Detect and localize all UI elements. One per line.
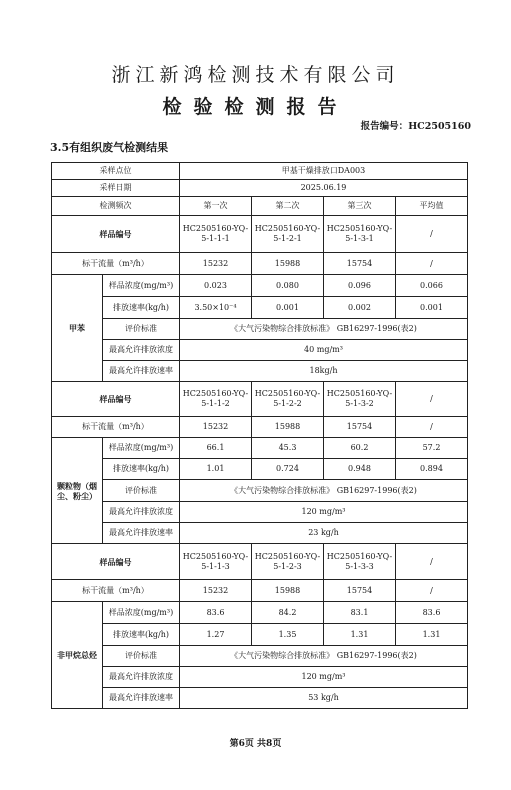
max-concentration-value: 120 mg/m³	[180, 502, 468, 523]
emission-rate-cell: 0.001	[252, 297, 324, 319]
sample-id-cell: HC2505160-YQ-5-1-1-3	[180, 544, 252, 580]
results-table	[51, 162, 468, 709]
table-row-max-rate	[52, 688, 468, 709]
table-row-flow	[52, 253, 468, 275]
emission-rate-cell: 1.31	[396, 624, 468, 646]
table-row-max-rate	[52, 361, 468, 382]
frequency-2: 第二次	[252, 197, 324, 216]
max-concentration-value: 120 mg/m³	[180, 667, 468, 688]
emission-rate-cell: 1.31	[324, 624, 396, 646]
table-row-sample-id	[52, 544, 468, 580]
sample-id-cell: HC2505160-YQ-5-1-3-1	[324, 216, 396, 253]
sample-id-label: 样品编号	[52, 382, 180, 417]
flow-cell: 15754	[324, 253, 396, 275]
flow-cell: /	[396, 253, 468, 275]
concentration-cell: 60.2	[324, 438, 396, 459]
concentration-cell: 83.6	[180, 602, 252, 624]
sample-id-cell: HC2505160-YQ-5-1-3-2	[324, 382, 396, 417]
sample-id-label: 样品编号	[52, 216, 180, 253]
concentration-cell: 57.2	[396, 438, 468, 459]
table-row-max-concentration	[52, 502, 468, 523]
standard-value: 《大气污染物综合排放标准》 GB16297-1996(表2)	[180, 646, 468, 667]
max-concentration-label: 最高允许排放浓度	[103, 667, 180, 688]
concentration-cell: 0.096	[324, 275, 396, 297]
standard-value: 《大气污染物综合排放标准》 GB16297-1996(表2)	[180, 319, 468, 340]
pollutant-name: 颗粒物（烟尘、粉尘）	[52, 438, 103, 544]
sample-id-cell: HC2505160-YQ-5-1-1-2	[180, 382, 252, 417]
sampling-date-label: 采样日期	[52, 180, 180, 197]
standard-value: 《大气污染物综合排放标准》 GB16297-1996(表2)	[180, 480, 468, 502]
flow-label: 标干流量（m³/h）	[52, 580, 180, 602]
table-row-sampling-date	[52, 180, 468, 197]
pollutant-name: 甲苯	[52, 275, 103, 382]
table-row-max-concentration	[52, 340, 468, 361]
sample-id-cell: /	[396, 382, 468, 417]
table-row-standard	[52, 646, 468, 667]
flow-cell: 15988	[252, 580, 324, 602]
table-row-sampling-point	[52, 163, 468, 180]
page-footer: 第6页 共8页	[229, 739, 282, 749]
table-row-concentration	[52, 602, 468, 624]
table-row-emission-rate	[52, 297, 468, 319]
emission-rate-cell: 0.894	[396, 459, 468, 480]
flow-cell: 15988	[252, 417, 324, 438]
sample-id-cell: /	[396, 544, 468, 580]
sample-id-cell: HC2505160-YQ-5-1-1-1	[180, 216, 252, 253]
flow-cell: 15232	[180, 580, 252, 602]
max-concentration-label: 最高允许排放浓度	[103, 502, 180, 523]
table-row-sample-id	[52, 216, 468, 253]
max-concentration-value: 40 mg/m³	[180, 340, 468, 361]
emission-rate-cell: 1.27	[180, 624, 252, 646]
emission-rate-cell: 1.01	[180, 459, 252, 480]
standard-label: 评价标准	[103, 646, 180, 667]
table-row-flow	[52, 580, 468, 602]
standard-label: 评价标准	[103, 319, 180, 340]
table-row-max-rate	[52, 523, 468, 544]
table-row-standard	[52, 480, 468, 502]
sample-id-cell: HC2505160-YQ-5-1-2-1	[252, 216, 324, 253]
sample-id-label: 样品编号	[52, 544, 180, 580]
max-rate-value: 53 kg/h	[180, 688, 468, 709]
emission-rate-label: 排放速率(kg/h)	[103, 459, 180, 480]
table-row-emission-rate	[52, 459, 468, 480]
flow-cell: /	[396, 580, 468, 602]
flow-cell: 15988	[252, 253, 324, 275]
table-row-concentration	[52, 275, 468, 297]
max-rate-value: 18kg/h	[180, 361, 468, 382]
max-concentration-label: 最高允许排放浓度	[103, 340, 180, 361]
report-number-value: HC2505160	[408, 121, 471, 132]
flow-cell: 15754	[324, 417, 396, 438]
sample-id-cell: HC2505160-YQ-5-1-3-3	[324, 544, 396, 580]
max-rate-label: 最高允许排放速率	[103, 688, 180, 709]
table-row-flow	[52, 417, 468, 438]
max-rate-value: 23 kg/h	[180, 523, 468, 544]
frequency-1: 第一次	[180, 197, 252, 216]
concentration-label: 样品浓度(mg/m³)	[103, 275, 180, 297]
section-title: 3.5有组织废气检测结果	[50, 141, 169, 154]
sampling-point-value: 甲基干燥排放口DA003	[180, 163, 468, 180]
concentration-cell: 83.6	[396, 602, 468, 624]
concentration-cell: 0.066	[396, 275, 468, 297]
table-row-concentration	[52, 438, 468, 459]
emission-rate-cell: 1.35	[252, 624, 324, 646]
flow-label: 标干流量（m³/h）	[52, 253, 180, 275]
frequency-3: 第三次	[324, 197, 396, 216]
emission-rate-cell: 3.50×10⁻⁴	[180, 297, 252, 319]
table-row-sample-id	[52, 382, 468, 417]
emission-rate-cell: 0.948	[324, 459, 396, 480]
frequency-average: 平均值	[396, 197, 468, 216]
concentration-cell: 0.080	[252, 275, 324, 297]
emission-rate-label: 排放速率(kg/h)	[103, 624, 180, 646]
company-name: 浙江新鸿检测技术有限公司	[111, 64, 400, 86]
frequency-label: 检测频次	[52, 197, 180, 216]
report-number-label: 报告编号：	[360, 121, 409, 132]
emission-rate-cell: 0.724	[252, 459, 324, 480]
concentration-cell: 83.1	[324, 602, 396, 624]
table-row-frequency	[52, 197, 468, 216]
concentration-cell: 84.2	[252, 602, 324, 624]
emission-rate-label: 排放速率(kg/h)	[103, 297, 180, 319]
sample-id-cell: HC2505160-YQ-5-1-2-2	[252, 382, 324, 417]
sampling-point-label: 采样点位	[52, 163, 180, 180]
table-row-standard	[52, 319, 468, 340]
flow-cell: 15232	[180, 417, 252, 438]
concentration-cell: 0.023	[180, 275, 252, 297]
concentration-label: 样品浓度(mg/m³)	[103, 438, 180, 459]
concentration-cell: 66.1	[180, 438, 252, 459]
report-number	[361, 118, 471, 132]
concentration-cell: 45.3	[252, 438, 324, 459]
pollutant-name: 非甲烷总烃	[52, 602, 103, 709]
emission-rate-cell: 0.002	[324, 297, 396, 319]
flow-cell: /	[396, 417, 468, 438]
flow-cell: 15232	[180, 253, 252, 275]
flow-label: 标干流量（m³/h）	[52, 417, 180, 438]
table-row-emission-rate	[52, 624, 468, 646]
standard-label: 评价标准	[103, 480, 180, 502]
table-row-max-concentration	[52, 667, 468, 688]
flow-cell: 15754	[324, 580, 396, 602]
document-type: 检验检测报告	[162, 96, 349, 118]
max-rate-label: 最高允许排放速率	[103, 523, 180, 544]
concentration-label: 样品浓度(mg/m³)	[103, 602, 180, 624]
emission-rate-cell: 0.001	[396, 297, 468, 319]
max-rate-label: 最高允许排放速率	[103, 361, 180, 382]
sample-id-cell: HC2505160-YQ-5-1-2-3	[252, 544, 324, 580]
sample-id-cell: /	[396, 216, 468, 253]
sampling-date-value: 2025.06.19	[180, 180, 468, 197]
